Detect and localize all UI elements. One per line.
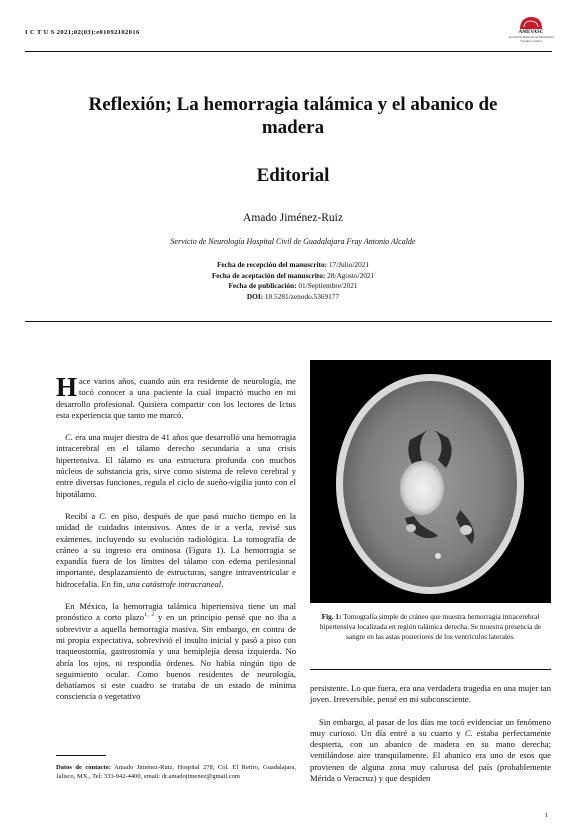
- contact-footnote: Datos de contacto: Amado Jiménez-Ruiz, Hospital 278, Col. El Retiro, Guadalajara, Jalisco, MX., Tel: 333-942-4400, email: dr.amadojimenez@gmail.com: [56, 764, 296, 780]
- ct-scan-image: [310, 360, 551, 603]
- drop-cap: H: [56, 372, 78, 402]
- manuscript-metadata: [40, 260, 546, 302]
- page-number: 1: [545, 812, 549, 819]
- figure-caption: Fig. 1: Tomografía simple de cráneo que muestra hemorragia intracerebral hipertensiva localizada en región talámica derecha. Se muestra presencia de sangre en las astas posteriores de los ventrículos laterales.: [319, 612, 542, 641]
- caption-rule: [310, 669, 551, 670]
- logo-name: AMEVASC: [518, 30, 544, 35]
- section-heading: Editorial: [256, 165, 330, 186]
- footnote-rule: [56, 755, 106, 756]
- journal-logo: [507, 16, 555, 46]
- meta-accepted: Fecha de aceptación del manuscrito: 28/Agosto/2021: [211, 270, 375, 280]
- meta-received: Fecha de recepción del manuscrito: 17/Julio/2021: [216, 260, 370, 269]
- header-rule: [25, 51, 552, 52]
- meta-doi: DOI: 10.5281/zenodo.5369177: [246, 291, 340, 301]
- right-column: [310, 683, 551, 795]
- title-block-rule: [25, 321, 552, 322]
- journal-citation: I C T U S 2021;02(03):e01092102016: [25, 29, 140, 36]
- paragraph-6: Sin embargo, al pasar de los días me tocó evidenciar un fenómeno muy curioso. Un día entré a su cuarto y C. estaba perfectamente despierta, con un abanico de madera en su mano derecha; ventilándose aire tranquilamente. El abanico era uno de esos que provienen de alguna zona muy calurosa del país (probablemente Mérida o Veracruz) y que despiden: [310, 716, 551, 784]
- article-title: Reflexión; La hemorragia talámica y el abanico de madera: [88, 94, 498, 138]
- left-column: [56, 372, 296, 714]
- author-name: Amado Jiménez-Ruiz: [243, 212, 343, 224]
- author-affiliation: Servicio de Neurología Hospital Civil de Guadalajara Fray Antonio Alcalde: [170, 237, 416, 246]
- paragraph-1: Hace varios años, cuando aún era residente de neurología, me tocó conocer a una paciente la cual impactó mucho en mi desarrollo profesional. Quisiera compartir con los lectores de Ictus esta experiencia que tanto me marcó.: [56, 372, 296, 420]
- paragraph-5: persistente. Lo que fuera, era una verdadera tragedia en una mujer tan joven. Irreversible, pensé en mi subconsciente.: [310, 683, 551, 705]
- meta-published: Fecha de publicación: 01/Septiembre/2021: [228, 281, 358, 290]
- paragraph-4: En México, la hemorragia talámica hipertensiva tiene un mal pronóstico a corto plazo$^{1, 2}$ y en un principio pensé que no iba a sobrevivir a aquella hemorragia masiva. Sin embargo, en contra de mi propia expectativa, sobrevivió el insulto inicial y pasó a piso con traqueostomía, gastrostomía y una hemiplejía densa izquierda. No abría los ojos, ni respondía órdenes. No había ningún tipo de seguimiento ocular. Como buenos residentes de neurología, debatíamos si este cuadro se trataba de un estado de mínima consciencia o vegetativo: [56, 601, 296, 702]
- ct-scan-figure: [310, 360, 551, 603]
- paragraph-3: Recibí a C. en piso, después de que pasó mucho tiempo en la unidad de cuidados intensivos. Antes de ir a verla, revisé sus exámenes, incluyendo su evolución radiológica. La tomografía de cráneo a su ingreso era ominosa (Figura 1). La hemorragia se expandía fuera de los límites del tálamo con edema perilesional importante, desplazamiento de estructuras, sangre intraventricular e hidrocefalia. En fin, una catástrofe intracraneal.: [56, 510, 296, 589]
- brain-logo-icon: [518, 16, 544, 30]
- logo-subtitle: Asociación Mexicana de Enfermedad Vascular Cerebral: [508, 35, 554, 43]
- paragraph-2: C. era una mujer diestra de 41 años que desarrolló una hemorragia intracerebral en el tálamo derecho secundaria a una crisis hipertensiva. El tálamo es una estructura profunda con muchos núcleos de substancia gris, sirve como sistema de relevo cerebral y entre diversas funciones, regula el ciclo de sueño-vigilia junto con el hipotálamo.: [56, 432, 296, 499]
